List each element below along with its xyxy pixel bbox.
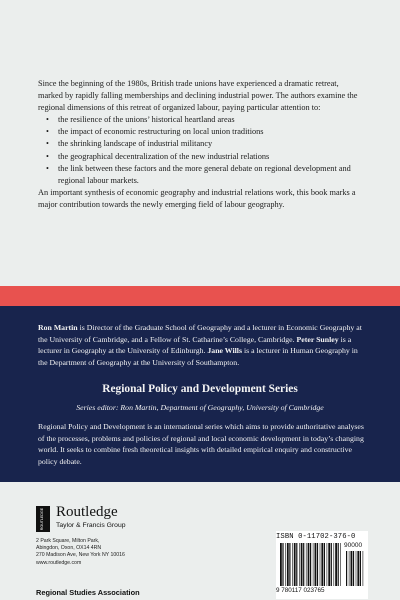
routledge-logo-icon [36, 506, 50, 532]
barcode-bar [289, 543, 290, 586]
barcode-bar [340, 543, 341, 586]
address-line: 270 Madison Ave, New York NY 10016 [36, 552, 125, 559]
association-name: Regional Studies Association [36, 588, 140, 597]
barcode-bar [299, 543, 300, 586]
blurb-closing: An important synthesis of economic geography and industrial relations work, this book marks a major contribution towards the newly emerging field of labour geography. [38, 187, 356, 209]
barcode-bar [315, 543, 317, 586]
barcode-bar [308, 543, 310, 586]
barcode-bar [357, 551, 359, 586]
barcode-bar [317, 543, 318, 586]
author-bios [38, 322, 364, 368]
barcode-bar [313, 543, 314, 586]
barcode-bar [353, 551, 354, 586]
barcode-bar [292, 543, 293, 586]
barcode-bar [282, 543, 283, 586]
blurb-panel [0, 0, 400, 286]
barcode-bar [321, 543, 323, 586]
blurb-bullet: • the impact of economic restructuring on local union traditions [38, 126, 364, 138]
barcode-bar [349, 551, 350, 586]
barcode-bar [351, 551, 353, 586]
barcode-bar [320, 543, 321, 586]
barcode-bar [356, 551, 357, 586]
ean-barcode [280, 543, 342, 586]
address-line: 2 Park Square, Milton Park, [36, 538, 100, 544]
series-title: Regional Policy and Development Series [102, 383, 298, 395]
author-bio: is a lecturer in Human Geography in the Department of Geography at the University of Southampton. [38, 346, 358, 367]
logo-emblem-text: ROUTLEDGE [40, 507, 45, 531]
barcode-bar [335, 543, 337, 586]
barcode-bar [296, 543, 297, 586]
author-name: Jane Wills [207, 346, 242, 356]
publisher-panel [0, 482, 400, 600]
barcode-bar [346, 551, 347, 586]
blurb-bullet-list [38, 114, 364, 187]
barcode-bar [303, 543, 304, 586]
author-bio: is Director of the Graduate School of Geography and a lecturer in Economic Geography at the University of Cambridge, and a Fellow of St. Catharine’s College, Cambridge. [38, 323, 362, 344]
barcode-bar [363, 551, 364, 586]
barcode-bar [331, 543, 332, 586]
barcode-bar [328, 543, 330, 586]
series-editor: Series editor: Ron Martin, Department of Geography, University of Cambridge [76, 403, 324, 412]
barcode-bar [306, 543, 307, 586]
barcode-bar [280, 543, 282, 586]
barcode-block [276, 531, 368, 599]
barcode-bar [310, 543, 311, 586]
blurb-bullet: • the link between these factors and the more general debate on regional development and regional labour markets. [38, 163, 364, 187]
book-blurb [38, 78, 364, 211]
address-line: www.routledge.com [36, 559, 82, 566]
publisher-address [36, 538, 125, 567]
isbn-label: ISBN 0-11702-376-0 [276, 533, 356, 541]
barcode-bar [324, 543, 325, 586]
price-code: 90000 [344, 542, 363, 549]
barcode-bar [360, 551, 361, 586]
blurb-intro: Since the beginning of the 1980s, British trade unions have experienced a dramatic retreat, marked by rapidly falling memberships and declining industrial power. The authors examine the regional dimensions of this retreat of organized labour, paying particular attention to: [38, 79, 358, 113]
blurb-bullet: • the shrinking landscape of industrial militancy [38, 138, 364, 150]
blurb-bullet: • the resilience of the unions’ historical heartland areas [38, 114, 364, 126]
publisher-name: Routledge [56, 504, 118, 520]
ean-number: 9 780117 023765 [276, 587, 325, 594]
barcode-bar [285, 543, 286, 586]
barcode-bar [301, 543, 303, 586]
author-name: Peter Sunley [296, 334, 339, 344]
barcode-bar [334, 543, 335, 586]
author-name: Ron Martin [38, 323, 78, 332]
series-description: Regional Policy and Development is an international series which aims to provide authoritative analyses of the processes, problems and policies of regional and local economic development in today’s changing world. It seeks to combine fresh theoretical insights with detailed empirical enquiry and constructive policy debate. [38, 422, 364, 466]
barcode-bar [327, 543, 328, 586]
accent-stripe [0, 286, 400, 306]
author-series-panel [0, 306, 400, 482]
publisher-group: Taylor & Francis Group [56, 522, 126, 529]
address-line: Abingdon, Oxon, OX14 4RN [36, 545, 102, 552]
barcode-bar [294, 543, 296, 586]
barcode-bar [287, 543, 289, 586]
blurb-bullet: • the geographical decentralization of the new industrial relations [38, 151, 364, 163]
price-barcode [346, 551, 366, 586]
author-bio: is a lecturer in Geography at the University of Edinburgh. [38, 334, 352, 356]
barcode-bar [338, 543, 339, 586]
